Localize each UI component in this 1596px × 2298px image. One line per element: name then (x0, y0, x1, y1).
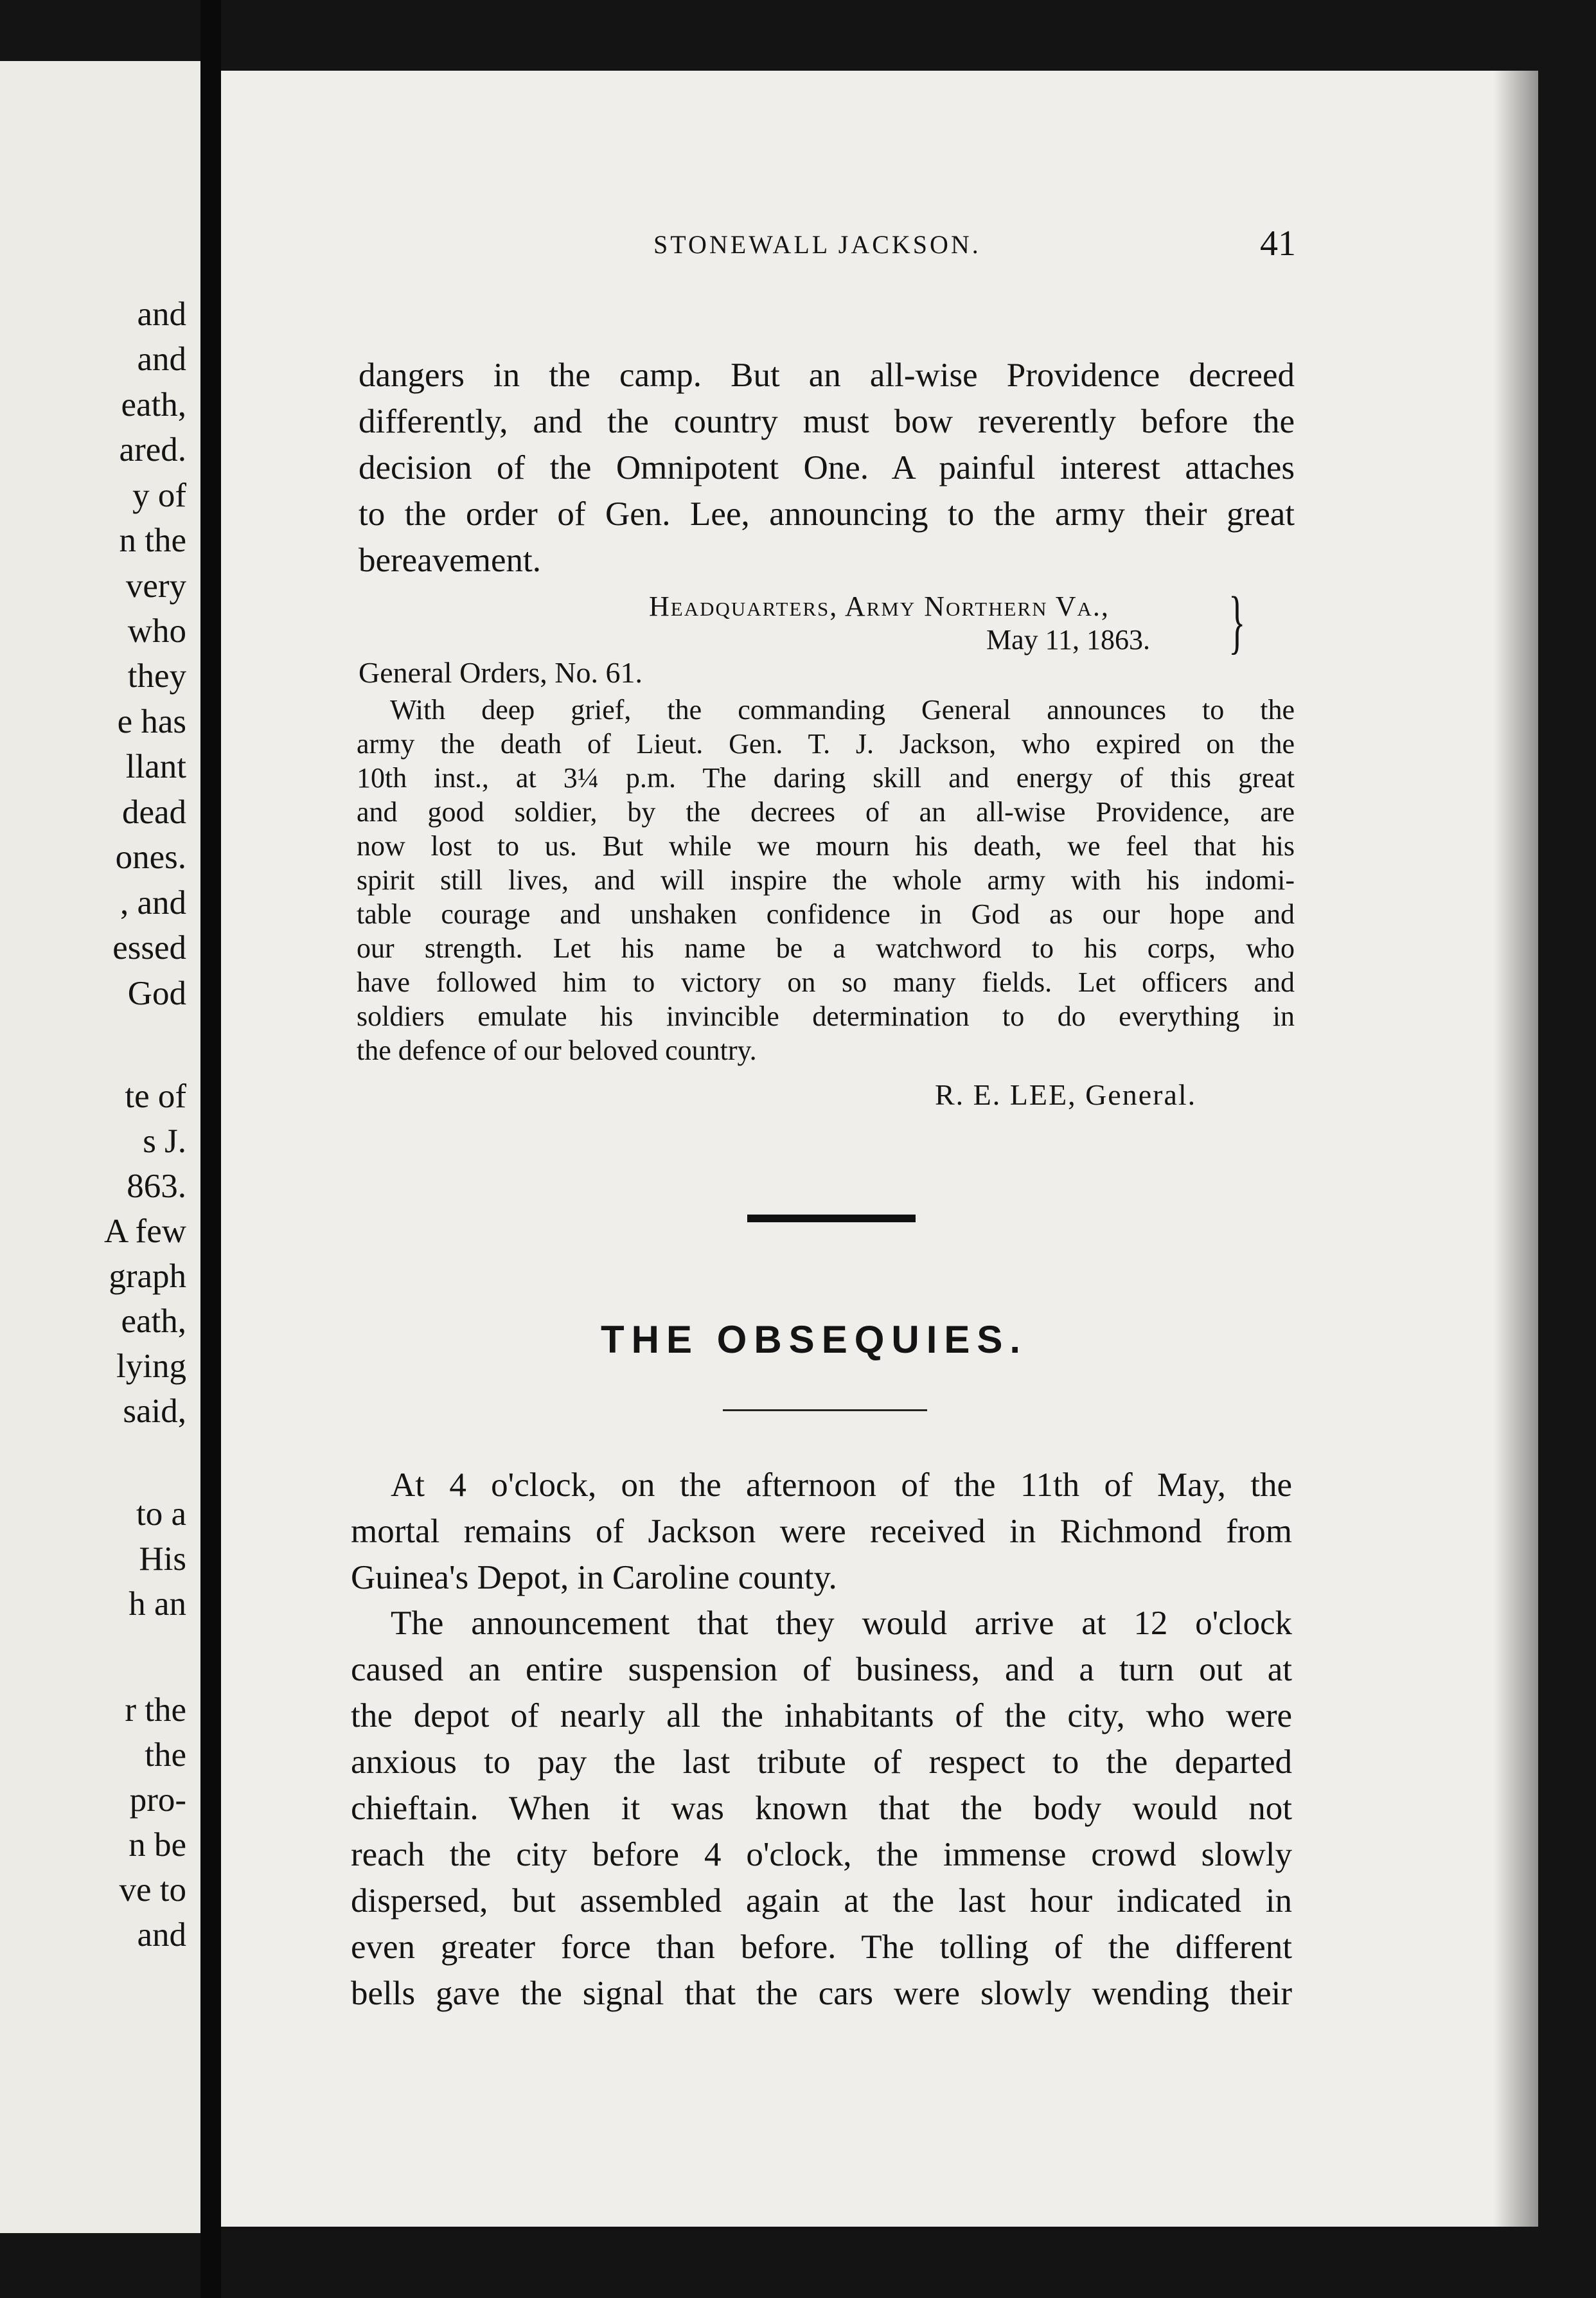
paragraph-line: chieftain. When it was known that the body would not (351, 1790, 1292, 1827)
left-page-fragment: and (137, 341, 186, 378)
left-page-fragment: God (127, 975, 186, 1012)
obsequies-paragraph-1 (351, 1462, 1292, 1601)
intro-line: to the order of Gen. Lee, announcing to the army their great (359, 495, 1295, 533)
paragraph-line: dispersed, but assembled again at the last hour indicated in (351, 1882, 1292, 1919)
left-page-fragment: dead (121, 794, 186, 831)
left-page-fragment: eath, (121, 1303, 186, 1340)
section-title: THE OBSEQUIES. (601, 1318, 1028, 1361)
left-page-fragment: who (127, 612, 186, 650)
left-page-fragment: 863. (127, 1168, 186, 1205)
left-page-fragment: , and (120, 884, 186, 922)
headquarters-dateline (649, 590, 1150, 657)
left-page-fragment: n be (129, 1826, 186, 1864)
left-page-fragment: A few (103, 1213, 186, 1250)
paragraph-line: anxious to pay the last tribute of respect to the departed (351, 1743, 1292, 1781)
obsequies-paragraph-2 (351, 1600, 1292, 2017)
running-title: STONEWALL JACKSON. (653, 230, 981, 259)
left-page-fragment: very (125, 567, 186, 605)
order-line: and good soldier, by the decrees of an all-wise Providence, are (357, 796, 1295, 828)
brace-icon: } (1228, 582, 1246, 661)
left-page-fragment: n the (119, 522, 186, 559)
paragraph-line: caused an entire suspension of business, and a turn out at (351, 1651, 1292, 1688)
order-line: soldiers emulate his invincible determination to do everything in (357, 1001, 1295, 1032)
left-page-fragment: pro- (129, 1781, 186, 1819)
paragraph-line: even greater force than before. The tolling of the different (351, 1928, 1292, 1966)
intro-line: bereavement. (359, 542, 541, 579)
dateline-date: May 11, 1863. (986, 624, 1151, 655)
order-line: now lost to us. But while we mourn his death, we feel that his (357, 830, 1295, 862)
left-page-margin (0, 61, 200, 2233)
left-page-fragment: te of (125, 1078, 186, 1115)
order-line: the defence of our beloved country. (357, 1035, 757, 1066)
left-page-fragment: ve to (119, 1871, 186, 1909)
left-page-fragment: eath, (121, 386, 186, 423)
intro-line: decision of the Omnipotent One. A painful interest attaches (359, 449, 1295, 486)
left-page-fragment: h an (129, 1585, 186, 1623)
section-divider-thin (723, 1409, 927, 1411)
paragraph-line: the depot of nearly all the inhabitants of the city, who were (351, 1697, 1292, 1734)
left-page-fragment: s J. (143, 1123, 186, 1160)
running-header (432, 223, 1296, 268)
left-page-fragment: they (127, 657, 186, 695)
left-page-fragment: ones. (115, 839, 186, 876)
left-page-fragment: llant (125, 748, 186, 785)
paragraph-line: mortal remains of Jackson were received in Richmond from (351, 1513, 1292, 1550)
order-line: table courage and unshaken confidence in God as our hope and (357, 898, 1295, 930)
signature: R. E. LEE, General. (935, 1078, 1197, 1111)
page-edge-shadow (1493, 71, 1538, 2227)
paragraph-line: The announcement that they would arrive at 12 o'clock (391, 1605, 1292, 1642)
left-page-fragment: essed (112, 929, 186, 966)
intro-line: dangers in the camp. But an all-wise Providence decreed (359, 357, 1295, 394)
intro-paragraph (359, 352, 1295, 583)
left-page-fragment: His (139, 1540, 186, 1578)
left-page-fragment: the (145, 1736, 186, 1774)
left-page-fragment: r the (125, 1691, 186, 1729)
intro-line: differently, and the country must bow reverently before the (359, 403, 1295, 440)
page-number: 41 (1260, 224, 1296, 263)
order-line: our strength. Let his name be a watchword to his corps, who (357, 932, 1295, 964)
order-line: 10th inst., at 3¼ p.m. The daring skill and energy of this great (357, 762, 1295, 794)
order-line: spirit still lives, and will inspire the whole army with his indomi- (357, 864, 1295, 896)
book-gutter (200, 0, 221, 2298)
left-page-fragment: lying (116, 1348, 186, 1385)
order-line: army the death of Lieut. Gen. T. J. Jackson, who expired on the (357, 728, 1295, 760)
headquarters-line: Headquarters, Army Northern Va., (649, 591, 1110, 622)
paragraph-line: Guinea's Depot, in Caroline county. (351, 1559, 837, 1596)
left-page-fragment: to a (136, 1495, 186, 1533)
general-orders-label: General Orders, No. 61. (359, 656, 643, 689)
paragraph-line: reach the city before 4 o'clock, the immense crowd slowly (351, 1836, 1292, 1873)
left-page-fragment: graph (109, 1258, 186, 1295)
left-page-fragment: said, (123, 1393, 186, 1430)
paragraph-line: bells gave the signal that the cars were slowly wending their (351, 1975, 1292, 2012)
left-page-fragment: e has (117, 703, 186, 740)
left-page-fragment: and (137, 1916, 186, 1954)
order-line: have followed him to victory on so many fields. Let officers and (357, 966, 1295, 998)
left-page-fragment: ared. (119, 431, 186, 468)
order-line: With deep grief, the commanding General announces to the (390, 694, 1295, 726)
section-divider-thick (747, 1215, 916, 1222)
left-page-fragment: and (137, 296, 186, 333)
general-order-text (357, 693, 1295, 1067)
left-page-fragment: y of (132, 477, 186, 514)
paragraph-line: At 4 o'clock, on the afternoon of the 11th of May, the (391, 1466, 1292, 1504)
